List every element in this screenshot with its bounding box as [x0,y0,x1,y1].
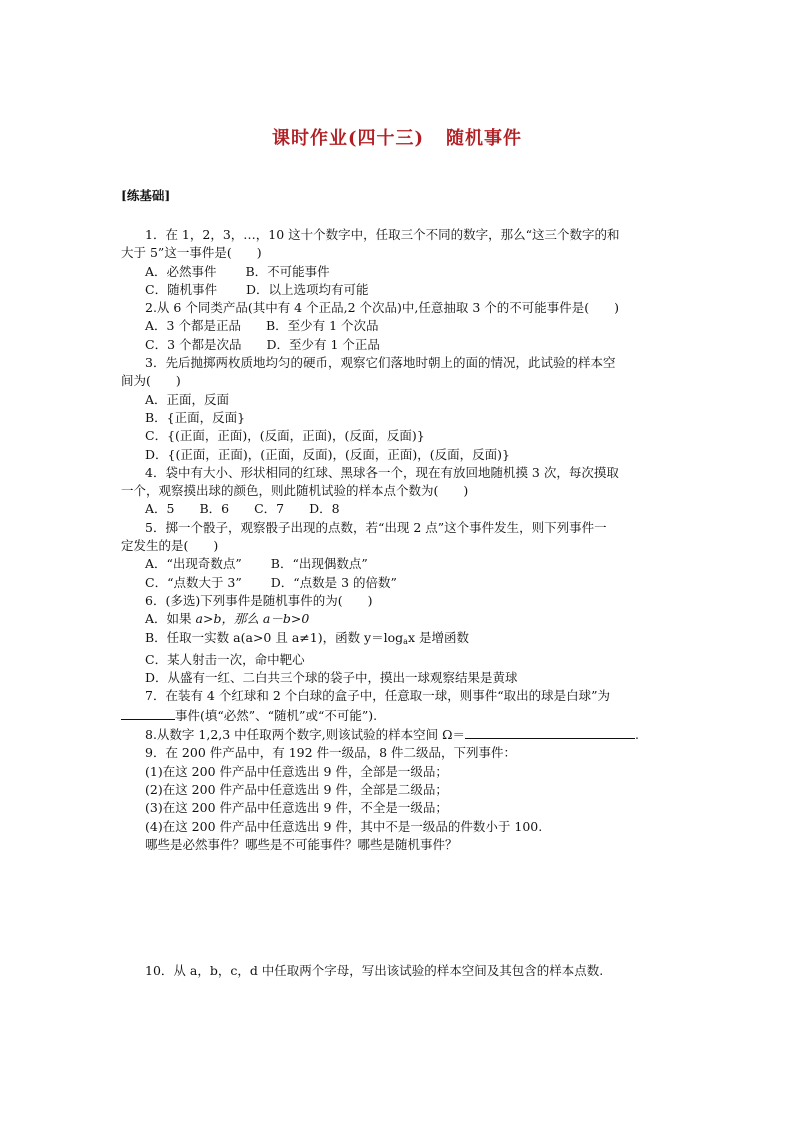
option-line [121,610,677,628]
question-text-tail: 事件(填“必然”、“随机”或“不可能”). [175,707,378,723]
question-text: 9．在 200 件产品中，有 192 件一级品，8 件二级品，下列事件： [145,745,516,761]
option-line: C．“点数大于 3” D．“点数是 3 的倍数” [145,574,397,590]
question-text: 3．先后抛掷两枚质地均匀的硬币，观察它们落地时朝上的面的情况，此试验的样本空 [145,355,616,371]
option-line: A．3 个都是正品 B．至少有 1 个次品 [145,318,379,334]
question-text: 2.从 6 个同类产品(其中有 4 个正品,2 个次品)中,任意抽取 3 个的不可能事件是( ) [145,300,620,316]
sub-item: (2)在这 200 件产品中任意选出 9 件，全部是二级品； [145,781,448,797]
question-5 [121,519,677,592]
question-text: 6．(多选)下列事件是随机事件的为( ) [145,592,373,608]
option-prefix: B．任取一实数 [145,629,234,645]
option-line: A．5 B．6 C．7 D．8 [145,501,340,517]
question-7 [121,687,677,725]
option-line: C．某人射击一次，命中靶心 [145,651,305,667]
title-topic: 随机事件 [446,128,523,149]
question-text: 1．在 1，2，3，…，10 这十个数字中，任取三个不同的数字，那么“这三个数字的和 [145,227,620,242]
fill-blank [465,725,635,739]
answer-space [121,854,677,962]
option-line: C．{(正面，正面)，(反面，正面)，(反面，反面)} [145,428,425,444]
option-line: A．“出现奇数点” B．“出现偶数点” [145,556,368,572]
option-line: C．随机事件 D．以上选项均有可能 [145,281,369,297]
option-line: A．必然事件 B．不可能事件 [145,263,330,279]
question-6 [121,592,677,687]
option-prefix: A．如果 [145,611,196,627]
question-text: 大于 5”这一事件是( ) [121,245,262,261]
question-text: 7．在装有 4 个红球和 2 个白球的盒子中，任意取一球，则事件“取出的球是白球”为 [145,688,611,704]
question-list [121,226,677,980]
sub-item: (4)在这 200 件产品中任意选出 9 件，其中不是一级品的件数小于 100. [145,818,543,834]
question-text: 4．袋中有大小、形状相同的红球、黑球各一个，现在有放回地随机摸 3 次，每次摸取 [145,464,619,480]
option-line: A．正面，反面 [145,391,230,407]
option-line: D．{(正面，正面)，(正面，反面)，(反面，正面)，(反面，反面)} [145,446,510,462]
option-line: D．从盛有一红、二白共三个球的袋子中，摸出一球观察结果是黄球 [145,670,518,686]
question-3 [121,354,677,464]
sub-item: (1)在这 200 件产品中任意选出 9 件，全部是一级品； [145,763,448,779]
question-text: 一个，观察摸出球的颜色，则此随机试验的样本点个数为( ) [121,483,469,499]
fill-blank [121,706,175,720]
question-8 [121,725,677,744]
title-main: 课时作业(四十三) [271,128,425,149]
question-1 [121,226,677,299]
math-expression-end: x 是增函数 [407,629,469,645]
math-expression: a>b，那么 a－b>0 [195,611,310,627]
question-text [121,725,677,744]
log-base: a [403,636,408,646]
question-text: 10．从 a，b，c，d 中任取两个字母，写出该试验的样本空间及其包含的样本点数. [145,963,604,979]
question-text: 5．掷一个骰子，观察骰子出现的点数，若“出现 2 点”这个事件发生，则下列事件一 [145,519,607,535]
question-prompt: 哪些是必然事件？哪些是不可能事件？哪些是随机事件？ [145,836,458,852]
option-line: B．{正面，反面} [145,409,246,425]
question-text-end: . [635,727,639,743]
question-text-head: 8.从数字 1,2,3 中任取两个数字,则该试验的样本空间 Ω＝ [145,727,465,743]
option-line [121,629,677,651]
question-text: 定发生的是( ) [121,538,219,554]
question-text [121,706,677,725]
sub-item: (3)在这 200 件产品中任意选出 9 件，不全是一级品； [145,800,448,816]
question-10 [121,962,677,980]
math-expression: a(a>0 且 a≠1)，函数 y＝log [233,629,404,645]
question-4 [121,464,677,519]
page-title [0,124,794,150]
section-heading: [练基础] [121,188,171,203]
question-text: 间为( ) [121,373,181,389]
question-9 [121,744,677,854]
question-2 [121,299,677,354]
option-line: C．3 个都是次品 D．至少有 1 个正品 [145,336,380,352]
